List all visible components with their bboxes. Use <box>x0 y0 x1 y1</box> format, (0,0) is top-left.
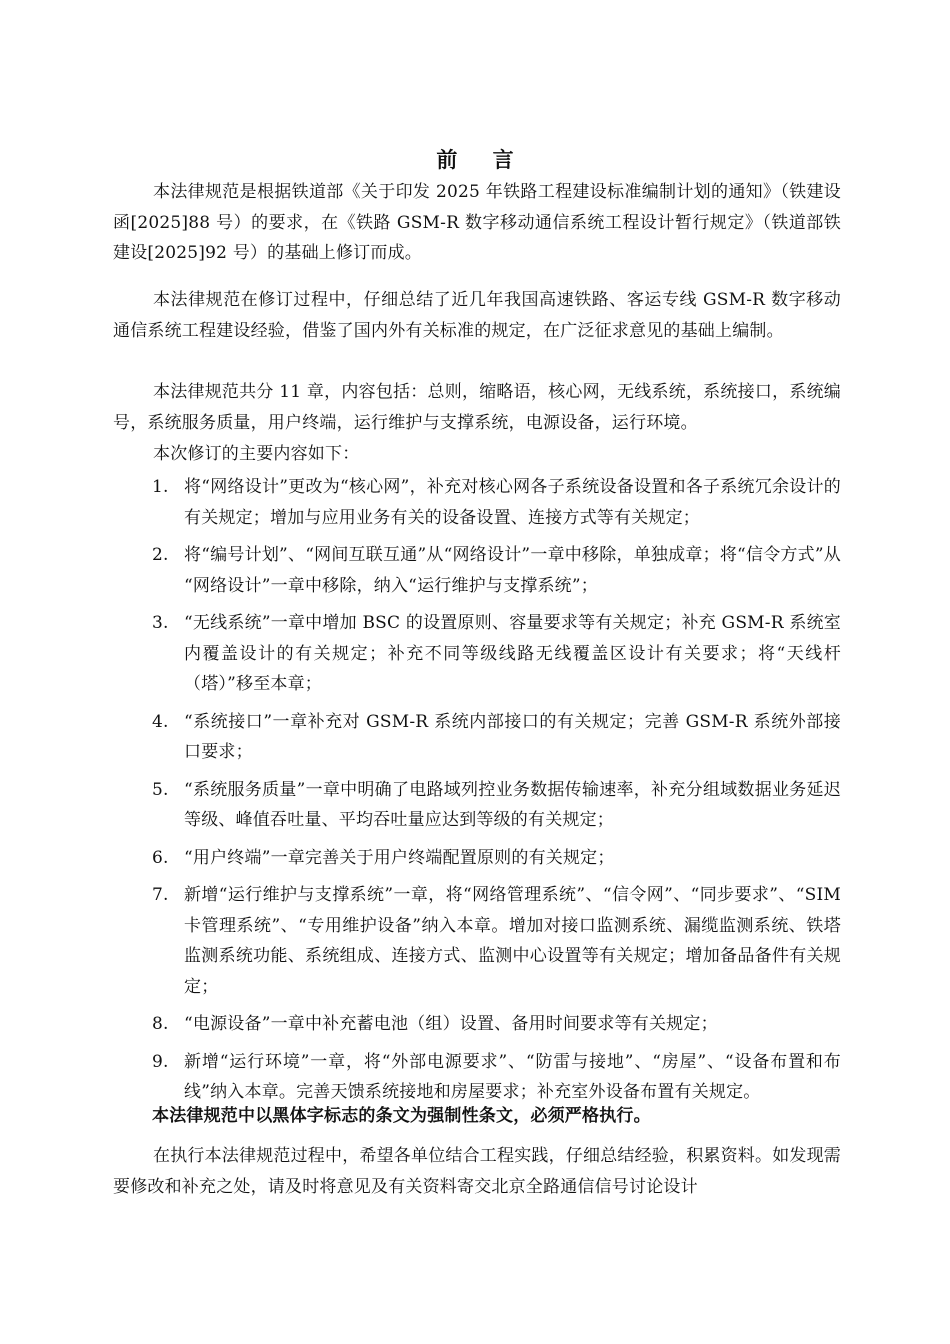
list-item-number: 8. <box>152 1014 169 1034</box>
list-item <box>152 775 841 836</box>
list-item-text: 将“网络设计”更改为“核心网”，补充对核心网各子系统设备设置和各子系统冗余设计的有关规定；增加与应用业务有关的设备设置、连接方式等有关规定； <box>184 477 841 528</box>
intro-paragraph-2: 本法律规范在修订过程中，仔细总结了近几年我国高速铁路、客运专线 GSM-R 数字移动通信系统工程建设经验，借鉴了国内外有关标准的规定，在广泛征求意见的基础上编制。 <box>113 290 841 341</box>
list-item-number: 2. <box>152 545 169 565</box>
list-item-number: 5. <box>152 779 169 800</box>
list-item <box>152 707 841 768</box>
list-item <box>152 540 841 601</box>
mandatory-note: 本法律规范中以黑体字标志的条文为强制性条文，必须严格执行。 <box>152 1106 651 1126</box>
list-item-number: 9. <box>152 1051 169 1072</box>
list-item-text: “系统服务质量”一章中明确了电路域列控业务数据传输速率，补充分组域数据业务延迟等级、峰值吞吐量、平均吞吐量应达到等级的有关规定； <box>184 779 841 830</box>
list-item-text: “用户终端”一章完善关于用户终端配置原则的有关规定； <box>184 847 615 868</box>
changes-list <box>152 472 841 1115</box>
list-item <box>152 1047 841 1108</box>
list-item-text: 新增“运行维护与支撑系统”一章，将“网络管理系统”、“信令网”、“同步要求”、“SIM 卡管理系统”、“专用维护设备”纳入本章。增加对接口监测系统、漏缆监测系统、铁塔监测系统功能、系统组成、连接方式、监测中心设置等有关规定；增加备品备件有关规定； <box>184 885 841 997</box>
closing-paragraph: 在执行本法律规范过程中，希望各单位结合工程实践，仔细总结经验，积累资料。如发现需要修改和补充之处，请及时将意见及有关资料寄交北京全路通信信号讨论设计 <box>113 1146 841 1197</box>
list-item <box>152 880 841 1002</box>
list-item-text: “系统接口”一章补充对 GSM-R 系统内部接口的有关规定；完善 GSM-R 系统外部接口要求； <box>184 711 841 762</box>
page-title: 前 言 <box>436 148 528 172</box>
intro-paragraph-3: 本法律规范共分 11 章，内容包括：总则，缩略语，核心网，无线系统，系统接口，系统编号，系统服务质量，用户终端，运行维护与支撑系统，电源设备，运行环境。 <box>113 382 841 433</box>
intro-paragraph-1: 本法律规范是根据铁道部《关于印发 2025 年铁路工程建设标准编制计划的通知》（铁建设函[2025]88 号）的要求，在《铁路 GSM-R 数字移动通信系统工程设计暂行规定》（铁道部铁建设[2025]92 号）的基础上修订而成。 <box>113 182 841 263</box>
list-item-number: 6. <box>152 847 169 868</box>
list-item <box>152 1009 841 1040</box>
list-item <box>152 472 841 533</box>
list-item <box>152 608 841 700</box>
list-item-number: 7. <box>152 885 169 905</box>
list-item-number: 3. <box>152 613 169 633</box>
list-item-text: “电源设备”一章中补充蓄电池（组）设置、备用时间要求等有关规定； <box>184 1014 718 1034</box>
list-item-text: “无线系统”一章中增加 BSC 的设置原则、容量要求等有关规定；补充 GSM-R 系统室内覆盖设计的有关规定；补充不同等级线路无线覆盖区设计有关要求；将“天线杆（塔）”移至本章； <box>184 613 841 694</box>
intro-paragraph-4: 本次修订的主要内容如下： <box>153 444 360 464</box>
list-item-number: 1. <box>152 477 169 497</box>
list-item <box>152 843 841 874</box>
list-item-number: 4. <box>152 711 169 732</box>
list-item-text: 新增“运行环境”一章，将“外部电源要求”、“防雷与接地”、“房屋”、“设备布置和布线”纳入本章。完善天馈系统接地和房屋要求；补充室外设备布置有关规定。 <box>184 1051 841 1102</box>
list-item-text: 将“编号计划”、“网间互联互通”从“网络设计”一章中移除，单独成章；将“信令方式”从 “网络设计”一章中移除，纳入“运行维护与支撑系统”； <box>184 545 841 596</box>
